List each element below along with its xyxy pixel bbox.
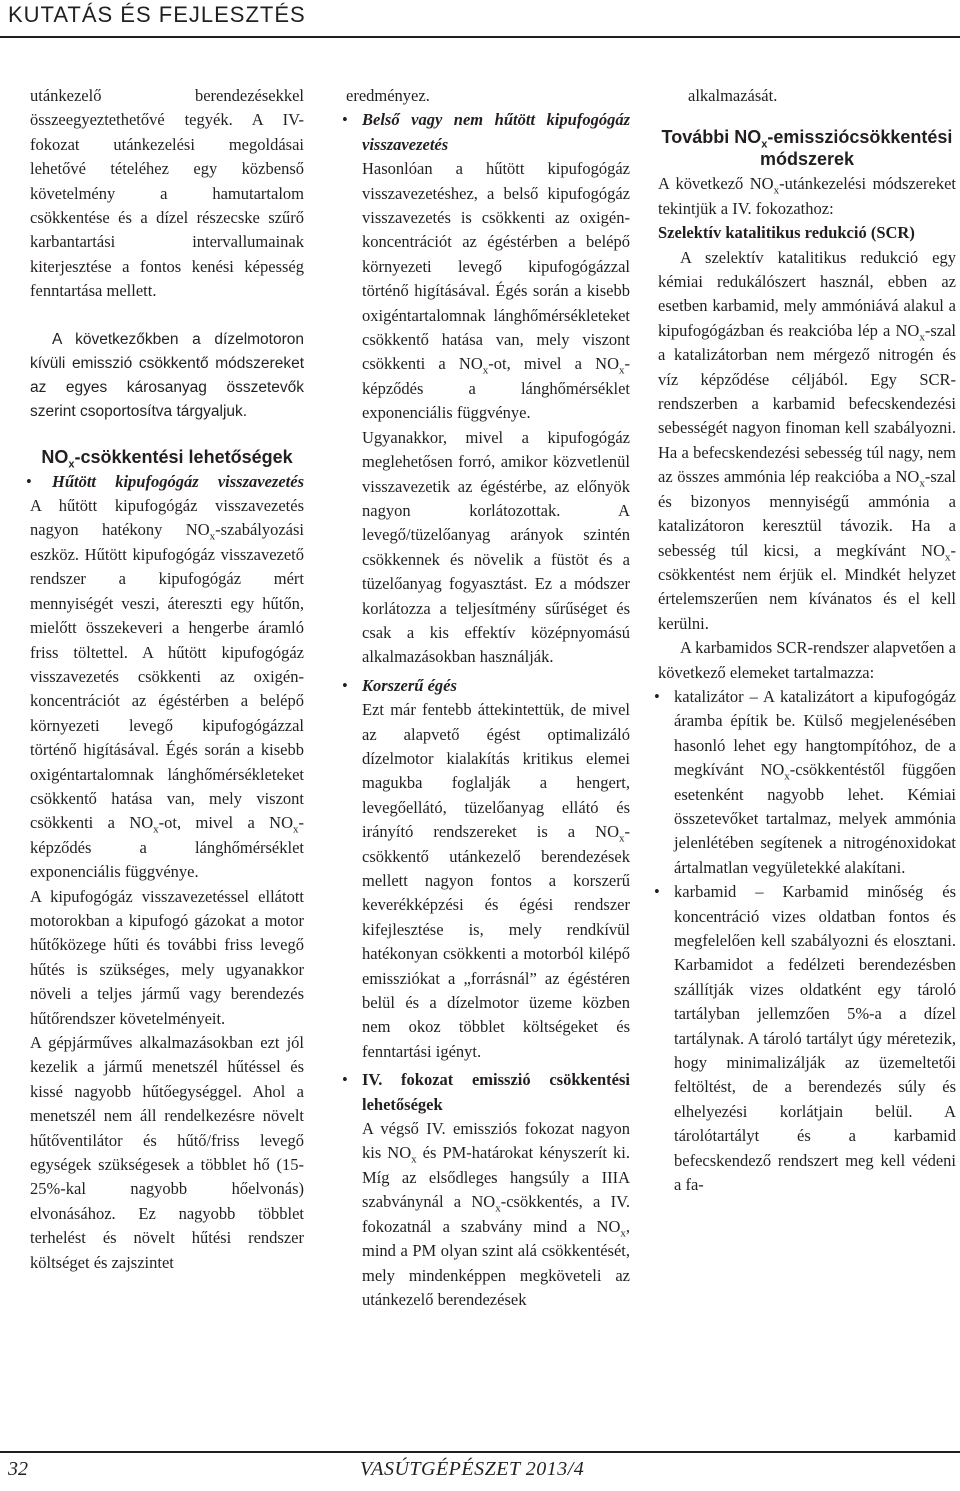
item-title: • Korszerű égés [362,675,457,695]
paragraph: Hasonlóan a hűtött kipufogógáz visszavezetéshez, a belső kipufogógáz visszavezetés is csökkenti az oxigén-koncentrációt az égéstérben a belépő környezeti levegő kipufogógázzal történő higításával. Égés során a kisebb oxigéntartalomnak lánghőmérsékleteket csökkentő hatása van, mely viszont csökkenti a $NO_x-ot$, mivel a $NO_x$-képződés a lánghőmérséklet exponenciális függvénye. [362,159,630,423]
list-item: • karbamid – Karbamid minőség és koncentráció vizes oldatban fontos és megfelelően kell szabályozni és elosztani. Karbamidot a fedélzeti berendezésben szállítják vizes oldatként egy tároló tartályban jellemzően 5%-a a dízel tartálynak. A tároló tartályt úgy méretezik, hogy minimalizálják az üzemeltetői feltöltést, de a berendezés súly és elhelyezési korlátjain belül. A tárolótartályt és a karbamid befecskendező rendszert meg kell védeni a fa- [658,880,956,1197]
paragraph: A karbamidos SCR-rendszer alapvetően a következő elemeket tartalmazza: [658,638,956,682]
list-item [346,674,630,1065]
column-2 [346,84,630,1312]
paragraph: A gépjárműves alkalmazásokban ezt jól kezelik a jármű menetszél hűtéssel és kissé nagyobb hűtőegységgel. Ahol a menetszél nem áll rendelkezésre növelt hűtőventilátor és hűtő/friss levegő egységek szükségesek a többlet hő (15-25%-kal nagyobb hőelvonás) elvonásához. Ez nagyobb többlet terhelést és növelt hűtési rendszer költséget és zajszintet [30,1033,304,1272]
list-item: • katalizátor – A katalizátort a kipufogógáz áramba építik be. Külső megjelenésében hasonló lehet egy hangtompítóhoz, de a megkívánt $NO_x$-csökkentéstől függően esetenként nagyobb lehet. Kémiai összetevőket tartalmaz, melyek ammónia jelenlétében segítenek a nitrogénoxidokat ártalmatlan vegyületekké alakítani. [658,685,956,880]
paragraph: A végső IV. emissziós fokozat nagyon kis $NO_x$ és PM-határokat kényszerít ki. Míg az elsődleges hangsúly a IIIA szabványnál a $NO_x$-csökkentés, a IV. fokozatnál a szabvány mind a $NO_x$, mind a PM olyan szint alá csökkentését, mely mindenképpen megköveteli az utánkezelő berendezések [362,1119,630,1309]
column-3 [658,84,956,1197]
paragraph: A következő $NO_x$-utánkezelési módszereket tekintjük a IV. fokozathoz: [658,174,956,218]
intro-paragraph: A következőkben a dízelmotoron kívüli emisszió csökkentő módszereket az egyes károsanyag összetevők szerint csoportosítva tárgyaljuk. [30,330,304,420]
list-item [30,470,304,494]
scr-components-list [658,685,956,1198]
item-title: • Belső vagy nem hűtött kipufogógáz visszavezetés [362,110,630,154]
journal-name: VASÚTGÉPÉSZET 2013/4 [360,1458,585,1480]
footer-rule [0,1451,960,1453]
list-item [346,108,630,669]
list-item [346,1068,630,1312]
paragraph: A kipufogógáz visszavezetéssel ellátott motorokban a kipufogó gázokat a motor hűtőközege hűti és további friss levegő hűtés is szükséges, mely ugyanakkor növeli a teljes jármű vagy berendezés hűtőrendszer követelményeit. [30,886,304,1028]
section-heading-nox: $NO_x$-csökkentési lehetőségek [41,446,293,471]
paragraph: alkalmazását. [688,86,778,105]
section-heading-further-nox: További $NO_x$-emissziócsökkentési módszerek [661,127,953,170]
page-number: 32 [8,1458,28,1480]
paragraph: Ezt már fentebb áttekintettük, de mivel az alapvető égést optimalizáló dízelmotor kialakítás kritikus elemei magukba foglalják a hengert, levegőellátó, tüzelőanyag ellátó és irányító rendszereket is a $NO_x$-csökkentő utánkezelő berendezések mellett nagyon fontos a korszerű keverékképzési és égési rendszer kifejlesztése is, mely rendkívül hatékonyan csökkenti a motorból kilépő emissziókat a „forrásnál” az égéstéren belül és a dízelmotor üzeme közben nem okoz többlet költségeket és fenntartási igényt. [362,700,630,1061]
scr-title: Szelektív katalitikus redukció (SCR) [658,223,915,243]
item-title: • IV. fokozat emisszió csökkentési lehetőségek [362,1070,630,1114]
running-header: KUTATÁS ÉS FEJLESZTÉS [8,2,306,27]
nox-method-list-cont [346,108,630,1312]
item-title: Hűtött kipufogógáz visszavezetés [52,471,304,491]
header-rule [0,36,960,38]
paragraph: Ugyanakkor, mivel a kipufogógáz meglehetősen forró, amikor közvetlenül visszavezetik az égéstérbe, az előnyök nagyon korlátozottak. A levegő/tüzelőanyag arányok szintén csökkennek és növelik a füstöt és a tüzelőanyag fogyasztást. Ez a módszer korlátozza a teljesítmény sűrűséget és csak a kis effektív középnyomású alkalmazásokban használják. [362,427,630,667]
column-1 [30,84,304,1275]
paragraph: A hűtött kipufogógáz visszavezetés nagyon hatékony $NO_x$-szabályozási eszköz. Hűtött kipufogógáz visszavezető rendszer a kipufogógáz mért mennyiségét veszi, átereszti egy hűtőn, mielőtt összekeveri a hengerbe áramló friss töltettel. A hűtött kipufogógáz visszavezetés csökkenti az oxigén-koncentrációt az égéstérben a belépő környezeti levegő kipufogógázzal történő higításával. Égés során a kisebb oxigéntartalomnak lánghőmérsékleteket csökkentő hatása van, mely viszont csökkenti a $NO_x-ot$, mivel a $NO_x$-képződés a lánghőmérséklet exponenciális függvénye. [30,496,304,882]
paragraph: A szelektív katalitikus redukció egy kémiai redukálószert használ, ebben az esetben karbamid, mely ammóniává alakul a kipufogógázban és reakcióba lép a $NO_x$-szal a katalizátorban nem mérgező nitrogén és víz képződése céljából. Egy SCR-rendszerben a karbamid befecskendezési sebességét nagyon finoman kell szabályozni. Ha a befecskendezési sebesség túl nagy, nem az összes ammónia lép reakcióba a $NO_x$-szal és bizonyos mennyiségű ammónia a katalizátoron keresztül távozik. Ha a sebesség túl kicsi, a megkívánt $NO_x$-csökkentést nem érjük el. Mindkét helyzet értelemszerűen nem kívánatos és el kell kerülni. [658,247,956,633]
paragraph: eredményez. [346,86,430,105]
paragraph: utánkezelő berendezésekkel összeegyeztethetővé tegyék. A IV-fokozat utánkezelési megoldásai lehetővé tételéhez egy közbenső követelmény a hamutartalom csökkentése és a dízel részecske szűrő karbantartási intervallumainak kiterjesztése a fontos kenési képesség fenntartása mellett. [30,86,304,301]
nox-method-list [30,470,304,494]
